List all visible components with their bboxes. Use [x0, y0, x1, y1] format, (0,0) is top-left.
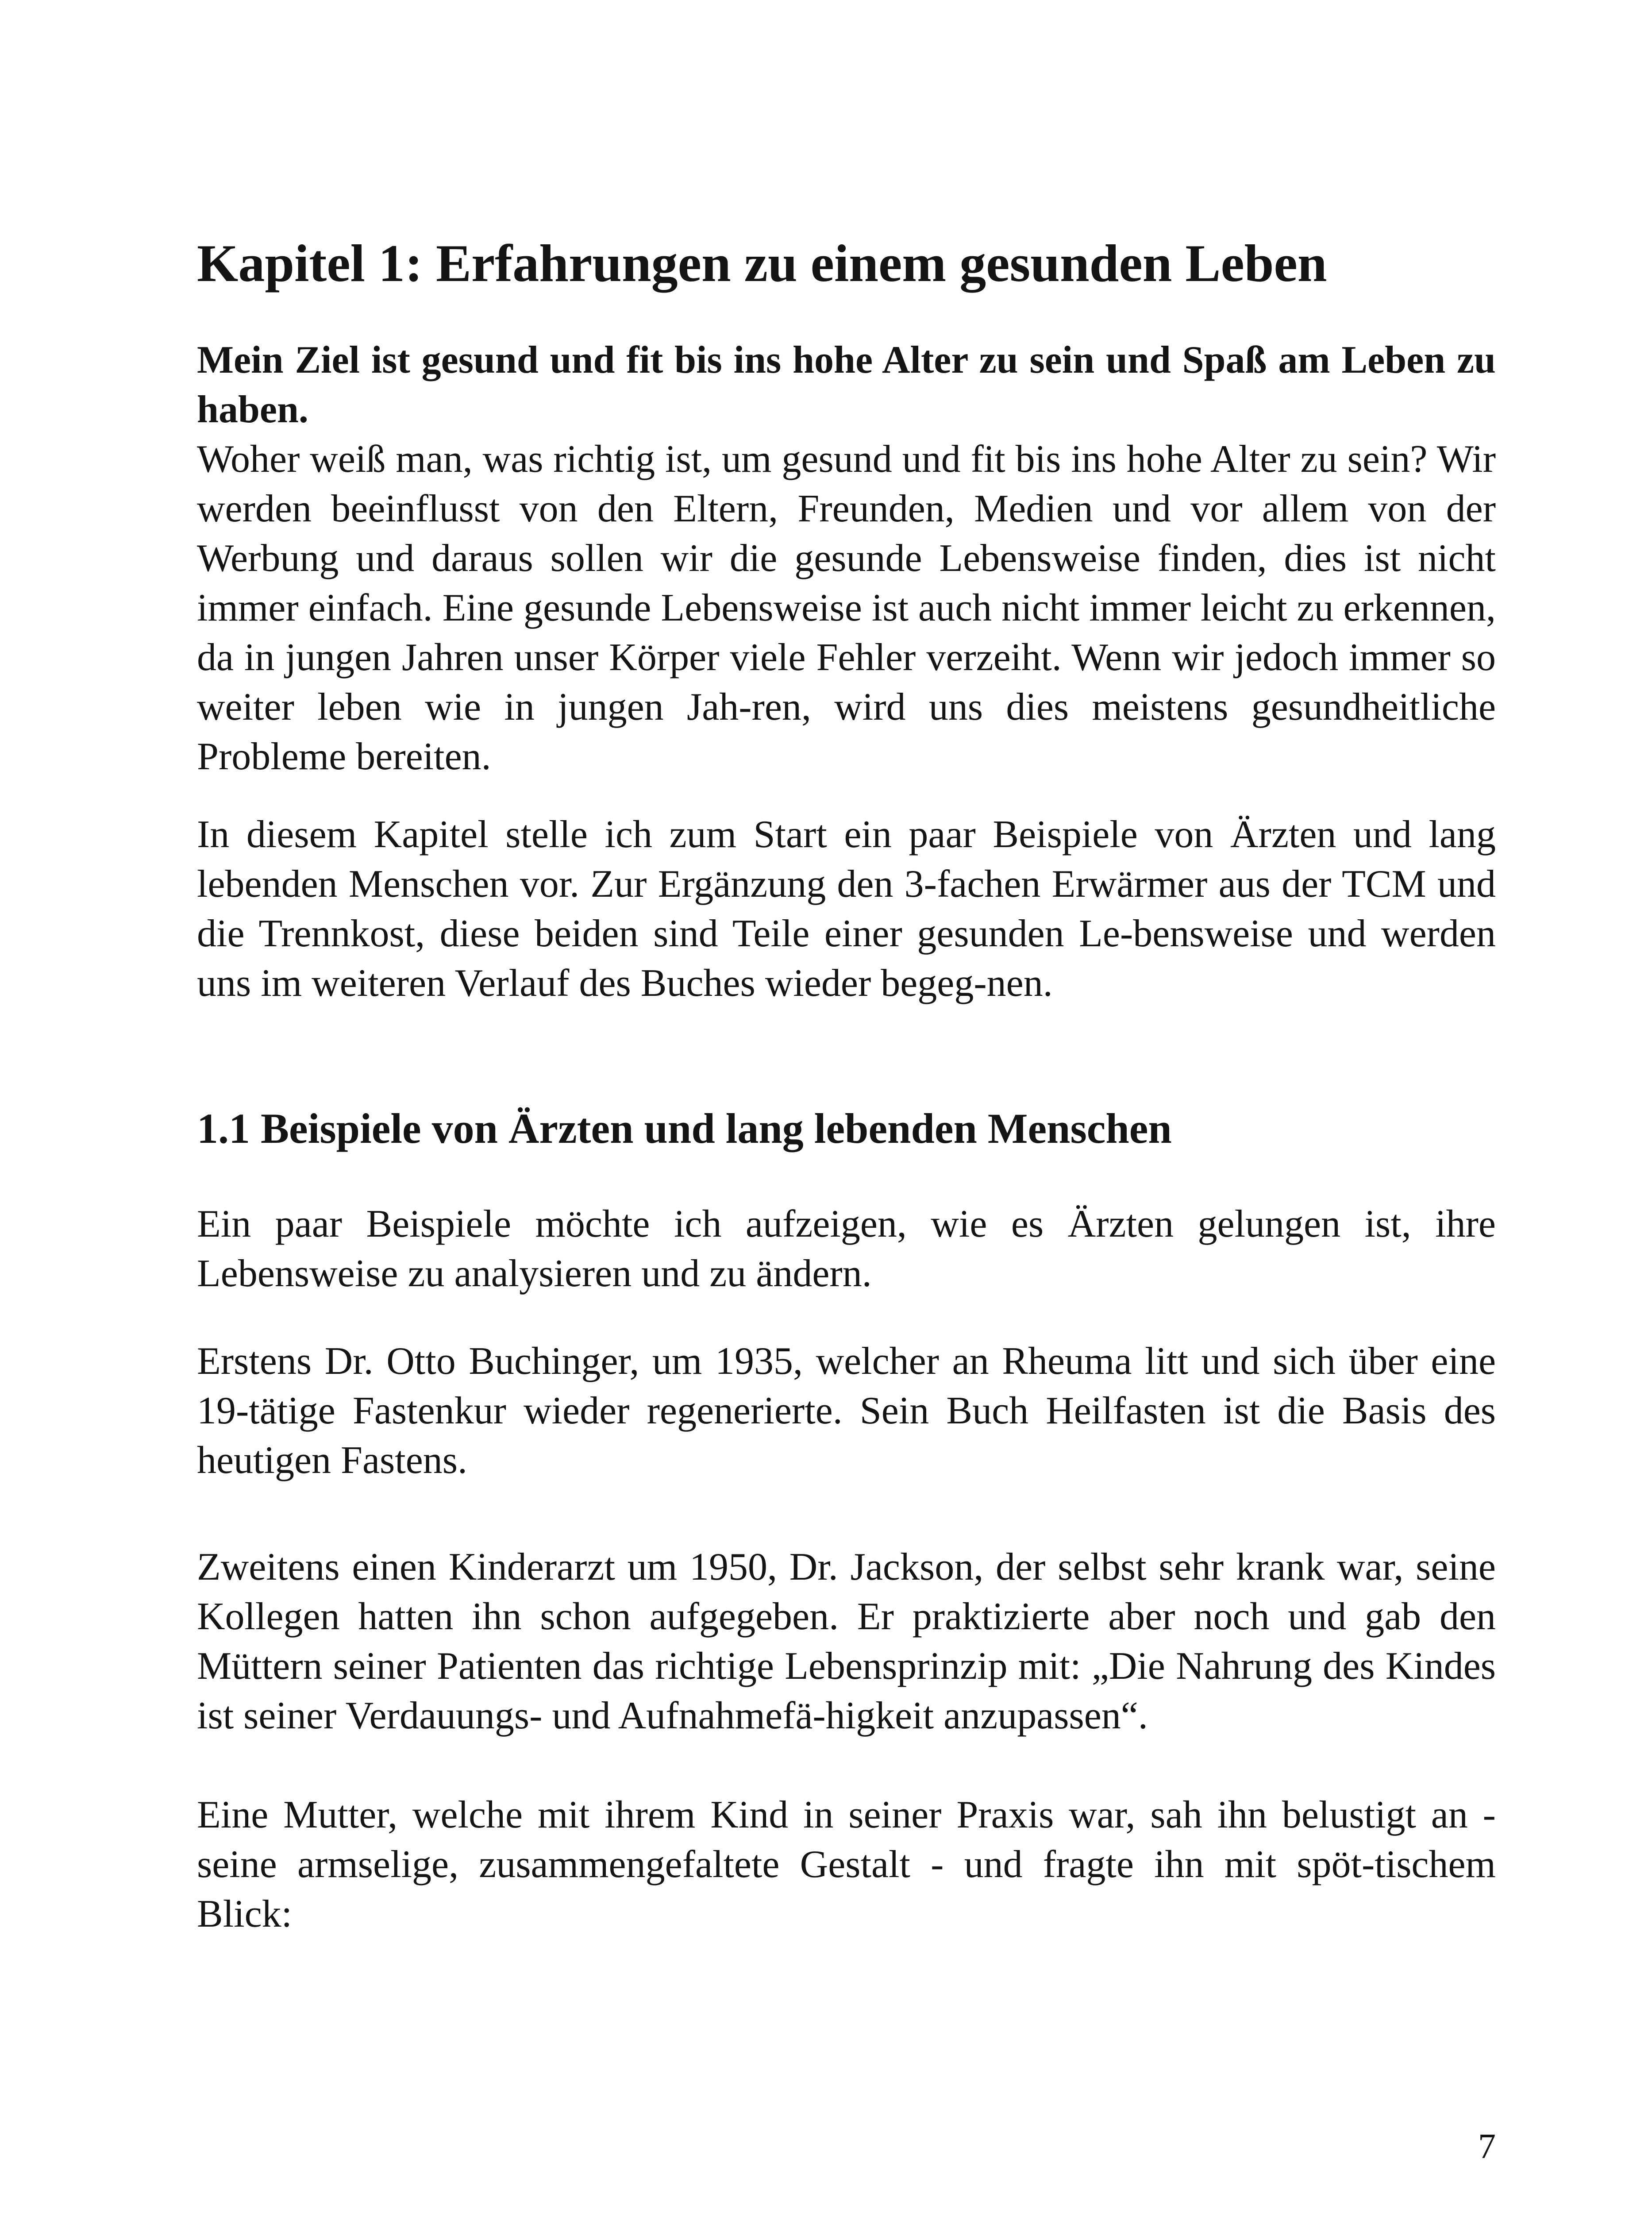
section-paragraph-2: Erstens Dr. Otto Buchinger, um 1935, welcher an Rheuma litt und sich über eine 19-tätige Fastenkur wieder regenerierte. Sein Buch Heilfasten ist die Basis des heutigen Fastens.	[197, 1340, 1496, 1482]
intro-paragraph-1: Woher weiß man, was richtig ist, um gesund und fit bis ins hohe Alter zu sein? Wir werden beeinflusst von den Eltern, Freunden, Medien und vor allem von der Werbung und daraus sollen wir die gesunde Lebensweise finden, dies ist nicht immer einfach. Eine gesunde Lebensweise ist auch nicht immer leicht zu erkennen, da in jungen Jahren unser Körper viele Fehler verzeiht. Wenn wir jedoch immer so weiter leben wie in jungen Jah-ren, wird uns dies meistens gesundheitliche Probleme bereiten.	[197, 438, 1496, 778]
chapter-subtitle: Mein Ziel ist gesund und fit bis ins hohe Alter zu sein und Spaß am Leben zu haben.	[197, 339, 1496, 431]
page-number: 7	[1478, 2127, 1496, 2166]
section-paragraph-1: Ein paar Beispiele möchte ich aufzeigen, wie es Ärzten gelungen ist, ihre Lebensweise zu analysieren und zu ändern.	[197, 1203, 1496, 1295]
section-title: 1.1 Beispiele von Ärzten und lang lebenden Menschen	[197, 1105, 1172, 1152]
chapter-title: Kapitel 1: Erfahrungen zu einem gesunden Leben	[197, 234, 1327, 293]
intro-paragraph-2: In diesem Kapitel stelle ich zum Start ein paar Beispiele von Ärzten und lang lebenden Menschen vor. Zur Ergänzung den 3-fachen Erwärmer aus der TCM und die Trennkost, diese beiden sind Teile einer gesunden Le-bensweise und werden uns im weiteren Verlauf des Buches wieder begeg-nen.	[197, 813, 1496, 1005]
section-paragraph-4: Eine Mutter, welche mit ihrem Kind in seiner Praxis war, sah ihn belustigt an - seine armselige, zusammengefaltete Gestalt - und fragte ihn mit spöt-tischem Blick:	[197, 1793, 1496, 1935]
section-paragraph-3: Zweitens einen Kinderarzt um 1950, Dr. Jackson, der selbst sehr krank war, seine Kollegen hatten ihn schon aufgegeben. Er praktizierte aber noch und gab den Müttern seiner Patienten das richtige Lebensprinzip mit: „Die Nahrung des Kindes ist seiner Verdauungs- und Aufnahmefä-higkeit anzupassen“.	[197, 1546, 1496, 1737]
